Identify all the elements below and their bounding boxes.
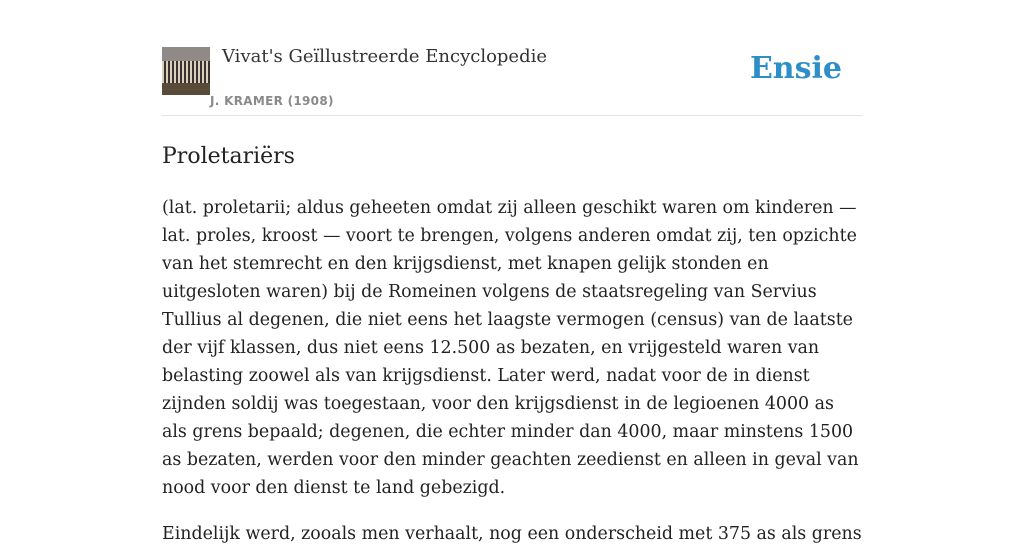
entry-paragraph: (lat. proletarii; aldus geheeten omdat zij alleen geschikt waren om kinderen — lat. proles, kroost — voort te brengen, volgens anderen omdat zij, ten opzichte van het stemrecht en den krijgsdienst, met knapen gelijk stonden en uitgesloten waren) bij de Romeinen volgens de staatsregeling van Servius Tullius al degenen, die niet eens het laagste vermogen (census) van de laatste der vijf klassen, dus niet eens 12.500 as bezaten, en vrijgesteld waren van belasting zoowel als van krijgsdienst. Later werd, nadat voor de in dienst zijnden soldij was toegestaan, voor den krijgsdienst in de legioenen 4000 as als grens bepaald; degenen, die echter minder dan 4000, maar minstens 1500 as bezaten, werden voor den minder geachten zeedienst en alleen in geval van nood voor den dienst te land gebezigd. [162,198,859,498]
book-title[interactable]: Vivat's Geïllustreerde Encyclopedie [222,46,548,67]
entry-paragraph: Eindelijk werd, zooals men verhaalt, nog een onderscheid met 375 as als grens [162,524,862,544]
book-avatar[interactable] [162,47,210,95]
page [162,0,862,548]
brand-logo[interactable]: Ensie [749,51,842,86]
book-header [162,0,862,116]
entry-title: Proletariërs [162,144,295,169]
avatar-bookshelf [162,61,210,83]
avatar-background [162,47,210,61]
book-author: J. KRAMER (1908) [210,94,334,108]
avatar-shelf [162,83,210,95]
